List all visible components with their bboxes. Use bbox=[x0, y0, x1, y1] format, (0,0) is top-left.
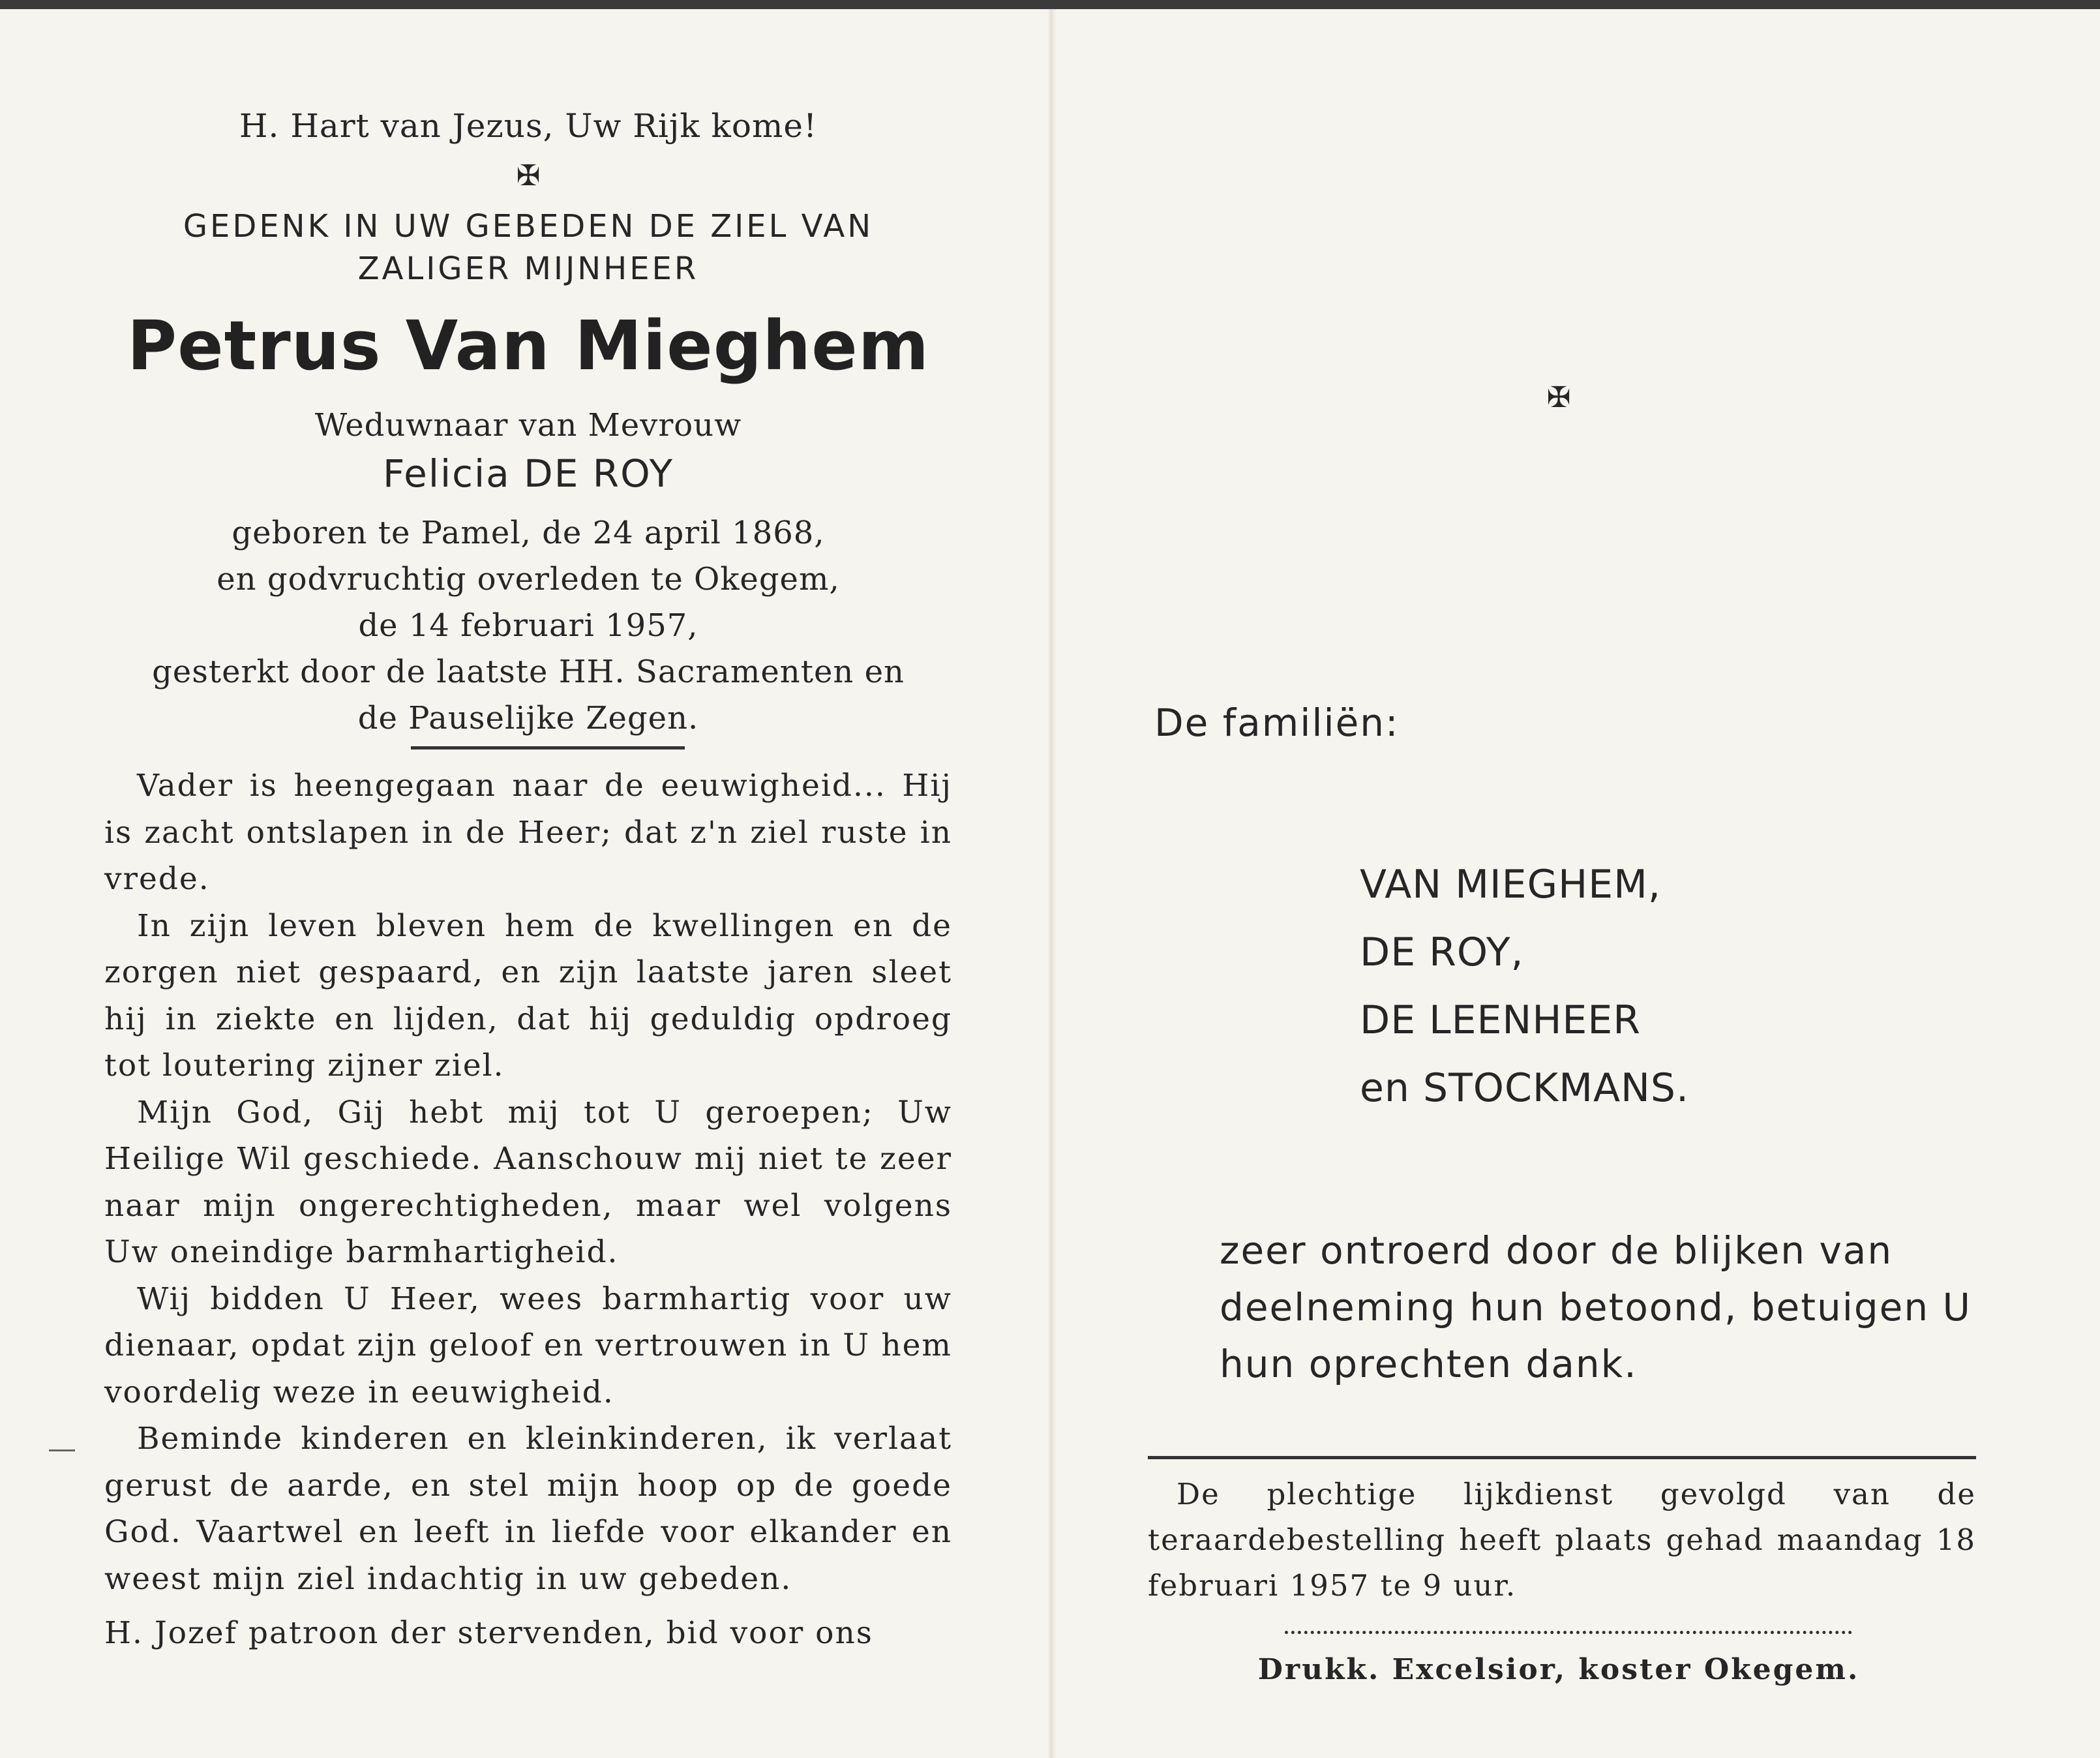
deceased-name: Petrus Van Mieghem bbox=[127, 306, 930, 386]
paragraph: Mijn God, Gij hebt mij tot U geroepen; Uw Heilige Wil geschiede. Aanschouw mij niet te zeer naar mijn ongerechtigheden, maar wel volgens Uw oneindige barmhartigheid. bbox=[104, 1094, 952, 1270]
families-list bbox=[1360, 851, 1689, 1122]
paragraph: In zijn leven bleven hem de kwellingen en de zorgen niet gespaard, en zijn laatste jaren sleet hij in ziekte en lijden, dat hij geduldig opdroeg tot loutering zijner ziel. bbox=[104, 907, 952, 1084]
card-fold bbox=[1047, 9, 1057, 1758]
right-panel bbox=[1070, 9, 2048, 1758]
remember-line-1: GEDENK IN UW GEBEDEN DE ZIEL VAN bbox=[183, 208, 874, 245]
paragraph: Wij bidden U Heer, wees barmhartig voor uw dienaar, opdat zijn geloof en vertrouwen in U hem voordelig weze in eeuwigheid. bbox=[104, 1281, 952, 1410]
paragraph: Vader is heengegaan naar de eeuwigheid... Hij is zacht ontslapen in de Heer; dat z'n ziel ruste in vrede. bbox=[104, 768, 952, 897]
pencil-mark bbox=[49, 1449, 75, 1451]
left-panel bbox=[91, 9, 965, 1758]
remember-line-2: ZALIGER MIJNHEER bbox=[357, 250, 699, 287]
families-label: De familiën: bbox=[1154, 701, 1400, 745]
divider bbox=[1148, 1456, 1976, 1459]
death-line-2: de 14 februari 1957, bbox=[358, 607, 698, 644]
family-name: DE ROY, bbox=[1360, 930, 1524, 975]
sacraments-line-1: gesterkt door de laatste HH. Sacramenten en bbox=[152, 654, 905, 690]
closing-prayer: H. Jozef patroon der stervenden, bid voor ons bbox=[104, 1615, 873, 1651]
service-paragraph: De plechtige lijkdienst gevolgd van de teraardebestelling heeft plaats gehad maandag 18 februari 1957 te 9 uur. bbox=[1148, 1477, 1976, 1603]
birth-line: geboren te Pamel, de 24 april 1868, bbox=[232, 515, 825, 551]
family-name: en STOCKMANS. bbox=[1360, 1065, 1690, 1111]
thanks-text: zeer ontroerd door de blijken van deelneming hun betoond, betuigen U hun oprechten dank. bbox=[1220, 1228, 1972, 1386]
divider bbox=[411, 746, 685, 750]
widower-line: Weduwnaar van Mevrouw bbox=[314, 407, 742, 444]
spouse-name: Felicia DE ROY bbox=[382, 451, 674, 496]
family-name: VAN MIEGHEM, bbox=[1360, 862, 1661, 907]
death-line-1: en godvruchtig overleden te Okegem, bbox=[217, 561, 840, 598]
family-name: DE LEENHEER bbox=[1360, 997, 1641, 1043]
service-text bbox=[1148, 1472, 1976, 1609]
printer-credit: Drukk. Excelsior, koster Okegem. bbox=[1257, 1653, 1860, 1686]
invocation: H. Hart van Jezus, Uw Rijk kome! bbox=[239, 107, 818, 145]
memorial-card bbox=[0, 9, 2100, 1758]
dotted-divider bbox=[1285, 1631, 1852, 1634]
paragraph: Beminde kinderen en kleinkinderen, ik verlaat gerust de aarde, en stel mijn hoop op de goede God. Vaartwel en leeft in liefde voor elkander en weest mijn ziel indachtig in uw gebeden. bbox=[104, 1421, 952, 1597]
cross-icon: ✠ bbox=[1546, 381, 1571, 414]
sacraments-line-2: de Pauselijke Zegen. bbox=[357, 700, 699, 736]
body-text bbox=[104, 763, 952, 1657]
cross-icon: ✠ bbox=[516, 159, 541, 192]
